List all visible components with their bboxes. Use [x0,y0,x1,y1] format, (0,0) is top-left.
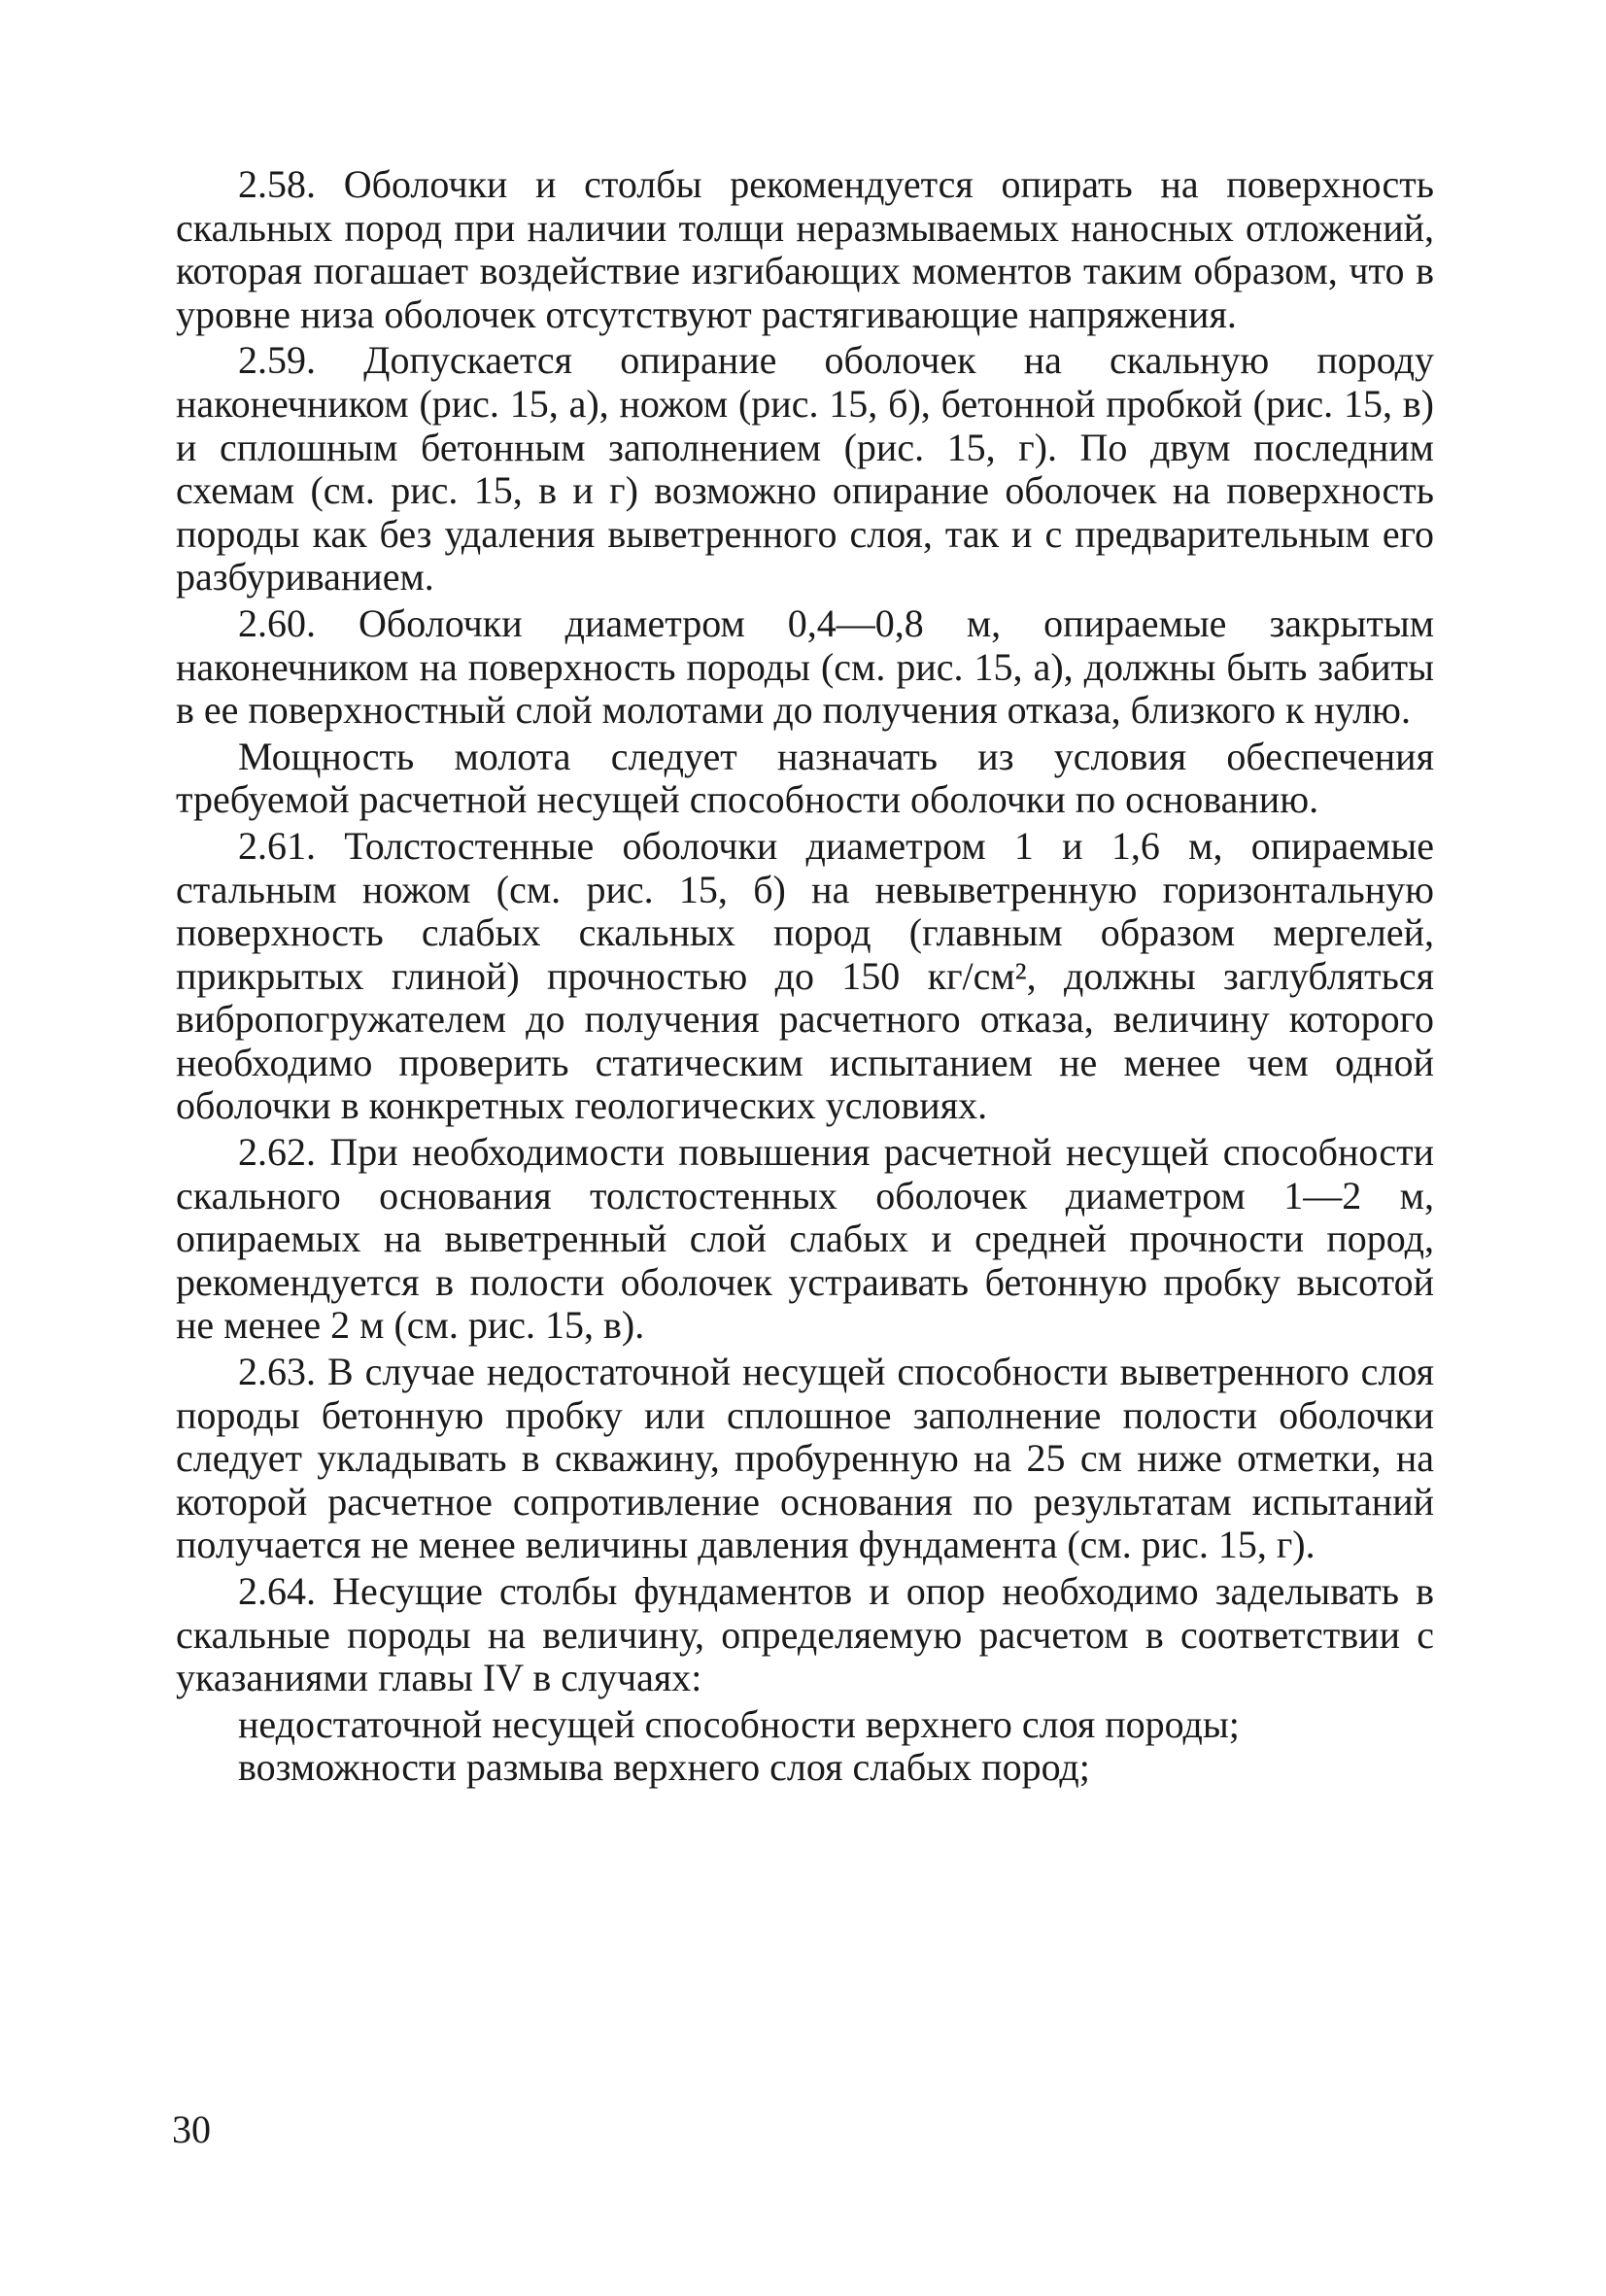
paragraph-2-64: 2.64. Несущие столбы фундаментов и опор необходимо заделывать в скальные породы на величину, определяемую расчетом в соответствии с указаниями главы IV в случаях: [176,1569,1434,1700]
list-item-insufficient-capacity: недостаточной несущей способности верхнего слоя породы; [238,1701,1240,1746]
paragraph-2-62: 2.62. При необходимости повышения расчетной несущей способности скального основания толстостенных оболочек диаметром 1—2 м, опираемых на выветренный слой слабых и средней прочности пород, рекомендуется в полости оболочек устраивать бетонную пробку высотой не менее 2 м (см. рис. 15, в). [176,1130,1434,1348]
paragraph-2-58: 2.58. Оболочки и столбы рекомендуется опирать на поверхность скальных пород при наличии толщи неразмываемых наносных отложений, которая погашает воздействие изгибающих моментов таким образом, что в уровне низа оболочек отсутствуют растягивающие напряжения. [176,162,1434,336]
list-item-erosion: возможности размыва верхнего слоя слабых пород; [238,1745,1090,1790]
paragraph-2-63: 2.63. В случае недостаточной несущей способности выветренного слоя породы бетонную пробку или сплошное заполнение полости оболочки следует укладывать в скважину, пробуренную на 25 см ниже отметки, на которой расчетное сопротивление основания по результатам испытаний получается не менее величины давления фундамента (см. рис. 15, г). [176,1350,1434,1567]
paragraph-2-61: 2.61. Толстостенные оболочки диаметром 1 и 1,6 м, опираемые стальным ножом (см. рис. 15, б) на невыветренную горизонтальную поверхность слабых скальных пород (главным образом мергелей, прикрытых глиной) прочностью до 150 кг/см², должны заглубляться вибропогружателем до получения расчетного отказа, величину которого необходимо проверить статическим испытанием не менее чем одной оболочки в конкретных геологических условиях. [176,823,1434,1128]
paragraph-2-60: 2.60. Оболочки диаметром 0,4—0,8 м, опираемые закрытым наконечником на поверхность породы (см. рис. 15, а), должны быть забиты в ее поверхностный слой молотами до получения отказа, близкого к нулю. [176,600,1434,733]
paragraph-2-59: 2.59. Допускается опирание оболочек на скальную породу наконечником (рис. 15, а), ножом (рис. 15, б), бетонной пробкой (рис. 15, в) и сплошным бетонным заполнением (рис. 15, г). По двум последним схемам (см. рис. 15, в и г) возможно опирание оболочек на поверхность породы как без удаления выветренного слоя, так и с предварительным его разбуриванием. [176,338,1434,600]
paragraph-hammer-power: Мощность молота следует назначать из условия обеспечения требуемой расчетной несущей способности оболочки по основанию. [176,734,1434,822]
page-number: 30 [172,2108,211,2151]
body-text [176,163,1434,1790]
